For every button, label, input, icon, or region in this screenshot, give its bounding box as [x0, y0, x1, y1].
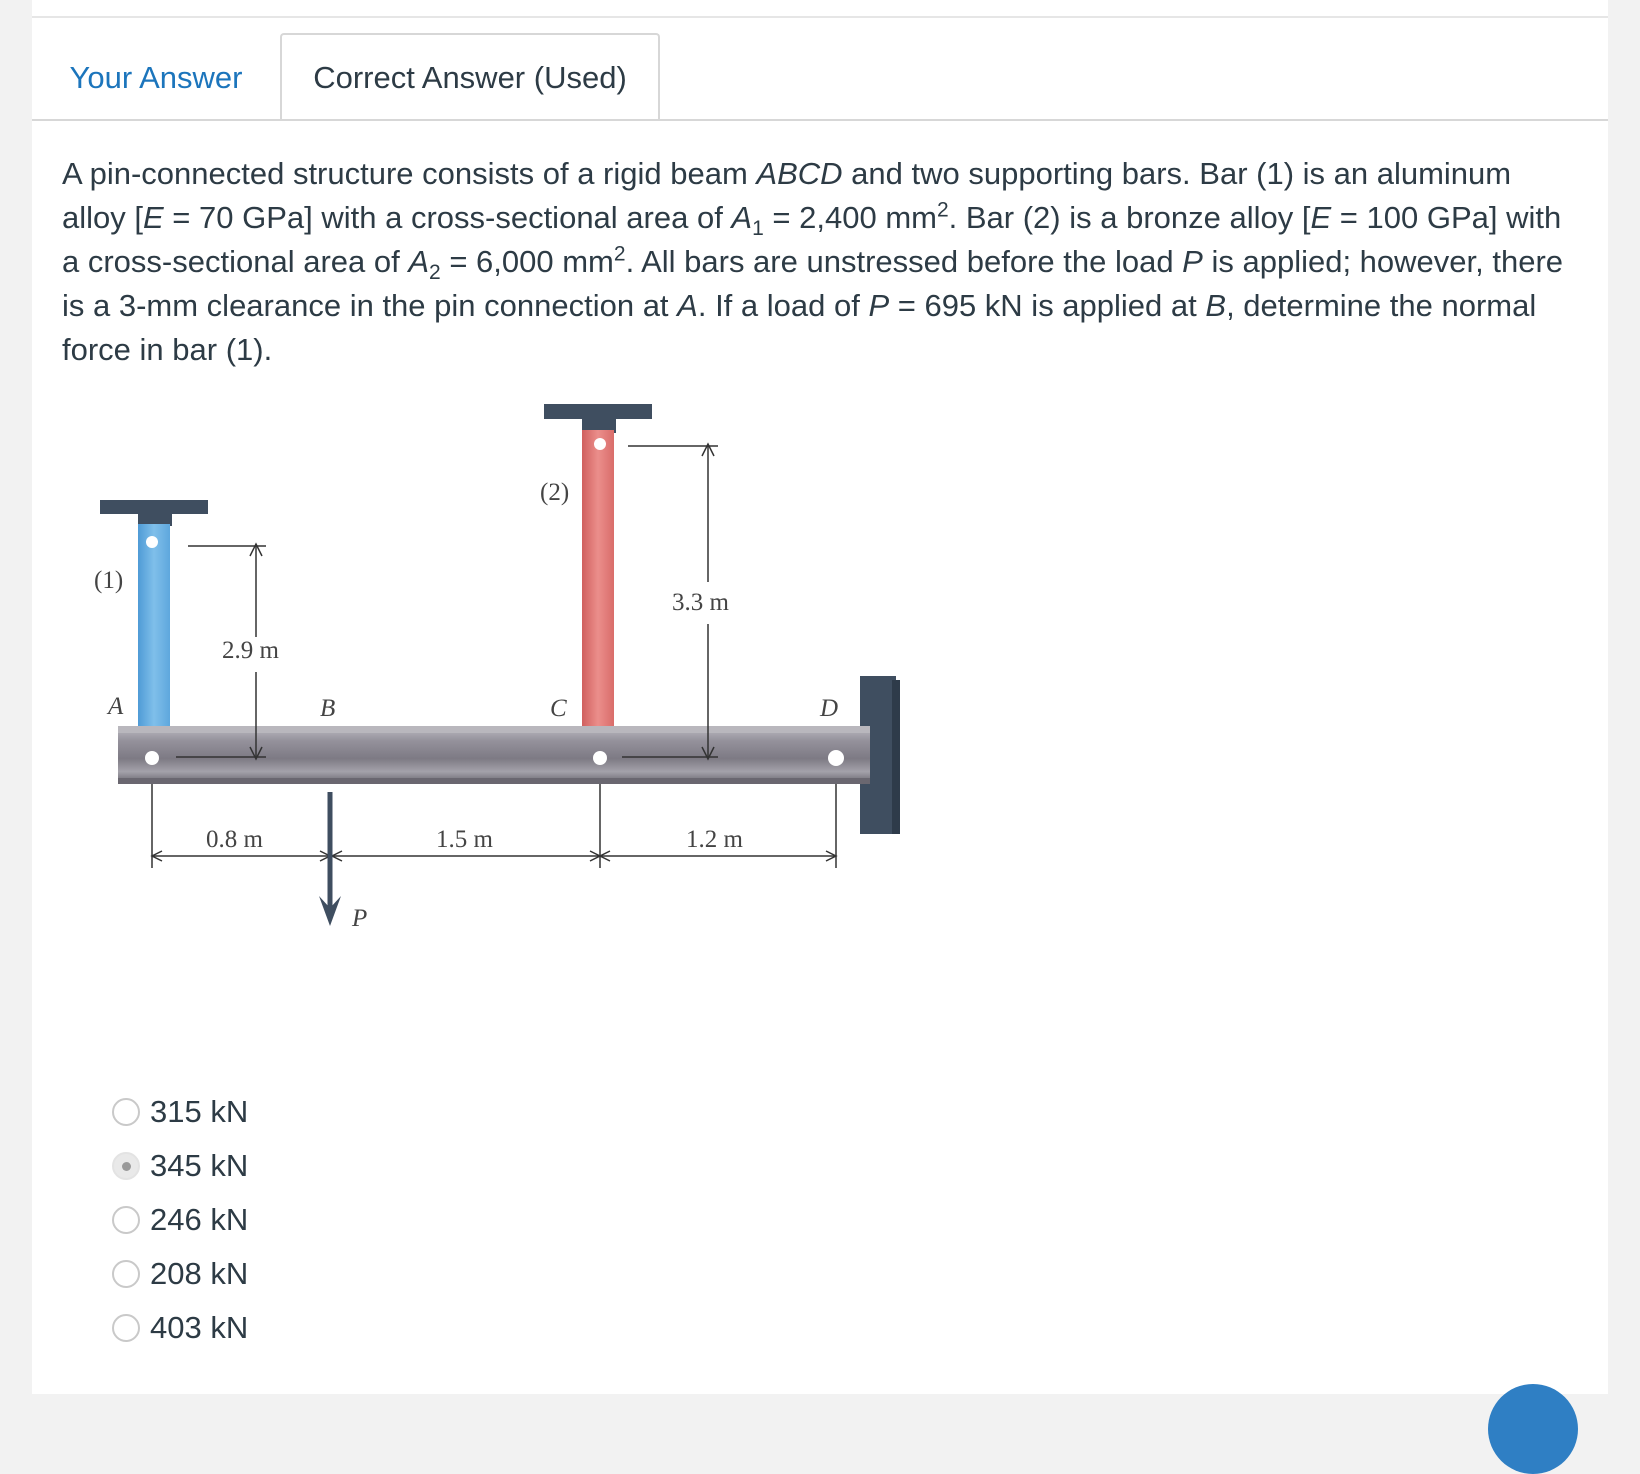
label-bar1: (1)	[94, 567, 124, 594]
label-bar2-length: 3.3 m	[672, 589, 729, 616]
label-load-p: P	[352, 905, 368, 932]
answer-option[interactable]	[112, 1139, 248, 1193]
radio-button-selected[interactable]	[112, 1152, 140, 1180]
label-point-d: D	[820, 695, 839, 722]
label-point-b: B	[320, 695, 336, 722]
bar2-ceiling-support	[544, 404, 652, 433]
radio-button[interactable]	[112, 1098, 140, 1126]
tab-correct-answer[interactable]: Correct Answer (Used)	[280, 33, 660, 120]
pin-a	[145, 751, 159, 765]
bar2-top-pin	[594, 438, 606, 450]
radio-button[interactable]	[112, 1260, 140, 1288]
pin-c	[593, 751, 607, 765]
radio-button[interactable]	[112, 1206, 140, 1234]
answer-option[interactable]	[112, 1301, 248, 1355]
quiz-card	[32, 0, 1608, 1394]
answer-label: 403 kN	[150, 1310, 249, 1345]
label-point-a: A	[108, 693, 124, 720]
rigid-beam	[118, 726, 870, 784]
bar1	[138, 524, 170, 732]
bar2	[582, 430, 614, 732]
top-divider	[32, 16, 1608, 18]
label-bar2: (2)	[540, 479, 570, 506]
answer-option[interactable]	[112, 1085, 248, 1139]
pin-d	[828, 750, 844, 766]
answer-options	[112, 1085, 248, 1355]
label-dim-cd: 1.2 m	[686, 826, 743, 853]
answer-label: 208 kN	[150, 1256, 249, 1291]
tab-your-answer[interactable]: Your Answer	[69, 60, 243, 95]
help-button[interactable]	[1488, 1384, 1578, 1474]
answer-option[interactable]	[112, 1193, 248, 1247]
label-bar1-length: 2.9 m	[222, 637, 279, 664]
bar1-ceiling-support	[100, 500, 208, 526]
label-dim-bc: 1.5 m	[436, 826, 493, 853]
answer-label: 246 kN	[150, 1202, 249, 1237]
label-point-c: C	[550, 695, 567, 722]
answer-option[interactable]	[112, 1247, 248, 1301]
answer-label: 345 kN	[150, 1148, 249, 1183]
tabs-divider	[32, 119, 1608, 121]
radio-button[interactable]	[112, 1314, 140, 1342]
question-text: A pin-connected structure consists of a rigid beam ABCD and two supporting bars. Bar (1) is an aluminum alloy [E = 70 GPa] with a cross-sectional area of $A_1 = 2,400$ $mm^2$. Bar (2) is a bronze alloy [E = 100 GPa] with a cross-sectional area of $A_2 = 6,000$ $mm^2$. All bars are unstressed before the load P is applied; however, there is a 3-mm clearance in the pin connection at A. If a load of P = 695 kN is applied at B, determine the normal force in bar (1).	[62, 156, 1564, 367]
bar1-top-pin	[146, 536, 158, 548]
label-dim-ab: 0.8 m	[206, 826, 263, 853]
structure-diagram	[54, 400, 954, 980]
answer-label: 315 kN	[150, 1094, 249, 1129]
